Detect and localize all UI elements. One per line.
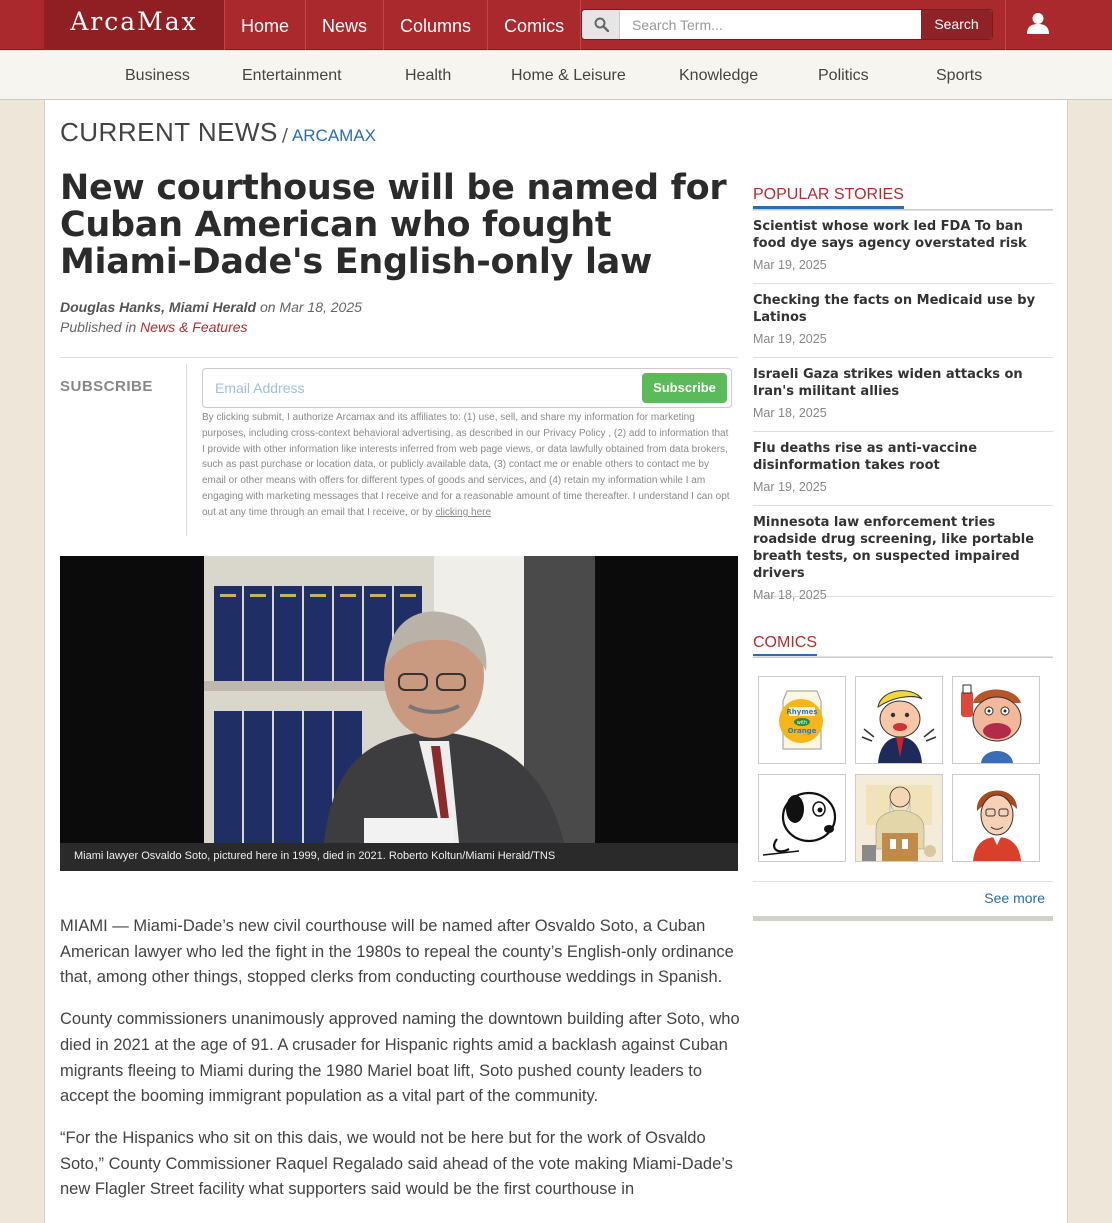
published-in [60,319,248,335]
privacy-policy-link[interactable]: Privacy Policy [543,427,606,439]
comic-thumbnail[interactable] [758,774,846,862]
comic-thumbnail[interactable] [855,774,943,862]
nav-comics[interactable]: Comics [487,0,581,50]
popular-story-item[interactable] [753,514,1053,602]
comics-title: COMICS [753,634,817,657]
see-more-comics-link[interactable]: See more [984,890,1045,906]
email-form [202,368,732,408]
divider [753,656,1053,657]
search-input[interactable] [620,10,922,39]
divider [186,364,187,536]
svg-text:with: with [796,720,808,726]
section-separator: / [281,125,288,146]
story-title[interactable]: Minnesota law enforcement tries roadside drug screening, like portable breath tests, on suspected impaired drivers [753,515,1035,581]
nav-news[interactable]: News [305,0,383,50]
popular-story-item[interactable] [753,218,1053,284]
caption-bar [60,843,738,871]
story-date: Mar 19, 2025 [753,258,827,272]
comic-image [953,775,1039,861]
comic-thumbnail[interactable] [855,676,943,764]
published-prefix: Published in [60,319,141,335]
subscribe-box [60,357,738,535]
story-title[interactable]: Checking the facts on Medicaid use by Latinos [753,293,1036,325]
search-box [581,9,993,40]
section-header [60,117,376,148]
photo-caption: Miami lawyer Osvaldo Soto, pictured here in 1999, died in 2021. Roberto Koltun/Miami Herald/TNS [74,850,556,862]
user-account-button[interactable] [1005,0,1069,50]
category-entertainment[interactable]: Entertainment [242,67,342,84]
photo-image [204,556,595,843]
divider [753,881,1053,882]
arcamax-logo[interactable]: ArcaMax [44,0,224,50]
comics-header [753,632,1053,658]
article-body [60,914,740,1219]
popular-story-item[interactable] [753,292,1053,358]
divider [753,916,1053,921]
popular-story-item[interactable] [753,440,1053,506]
article-date: Mar 18, 2025 [279,299,362,315]
category-health[interactable]: Health [405,67,452,84]
email-input[interactable] [203,369,633,407]
comic-image [856,677,942,763]
article-paragraph: MIAMI — Miami-Dade’s new civil courthouse will be named after Osvaldo Soto, a Cuban American lawyer who led the fight in the 1980s to repeal the county’s English-only ordinance that, among other things, stopped clerks from conducting courthouse weddings in Spanish. [60,917,734,987]
story-date: Mar 18, 2025 [753,588,827,602]
author-name: Douglas Hanks, Miami Herald [60,299,257,315]
story-date: Mar 19, 2025 [753,480,827,494]
byline [60,299,362,315]
comic-image [953,677,1039,763]
category-link[interactable]: News & Features [140,319,248,335]
divider [753,210,1053,211]
popular-stories-title: POPULAR STORIES [753,186,904,209]
story-title[interactable]: Israeli Gaza strikes widen attacks on Iran's militant allies [753,367,1023,399]
main-nav [224,0,581,50]
story-title[interactable]: Scientist whose work led FDA To ban food dye says agency overstated risk [753,219,1027,251]
comic-thumbnail[interactable] [952,676,1040,764]
comic-thumbnail[interactable] [758,676,846,764]
story-date: Mar 19, 2025 [753,332,827,346]
article-paragraph: “For the Hispanics who sit on this dais, we would not be here but for the work of Osvaldo Soto,” County Commissioner Raquel Regalado said ahead of the vote making Miami-Dade’s new Flagler Street facility what supporters said would be the first courthouse in [60,1128,733,1199]
article-paragraph: County commissioners unanimously approved naming the downtown building after Soto, who died in 2021 at the age of 91. A crusader for Hispanic rights amid a backlash against Cuban migrants fleeing to Miami during the 1980 Mariel boat lift, Soto pushed county leaders to accept the booming immigrant population as a vital part of the community. [60,1010,740,1106]
comic-image [759,677,845,763]
search-icon [582,10,620,39]
category-nav [0,51,1112,100]
user-icon [1026,12,1050,34]
popular-stories-header [753,184,1053,210]
nav-columns[interactable]: Columns [383,0,487,50]
section-title: CURRENT NEWS [60,117,278,147]
subscribe-label: SUBSCRIBE [60,378,153,395]
article-headline: New courthouse will be named for Cuban American who fought Miami-Dade's English-only law [60,168,727,282]
legal-text-1: By clicking submit, I authorize Arcamax and its affiliates to: (1) use, sell, and share my information for marketing purposes, including cross-context behavioral advertising, as described in our [202,412,695,439]
date-prefix: on [256,299,280,315]
story-title[interactable]: Flu deaths rise as anti-vaccine disinformation takes root [753,441,978,473]
category-knowledge[interactable]: Knowledge [679,67,759,84]
category-sports[interactable]: Sports [936,67,983,84]
legal-text-2: , (2) add to information that I provide with other information like interests inferred from web page views, or data lawfully obtained from data brokers, such as past purchase or location data, or publicly available data, (3) contact me or enable others to contact me by email or other means with offers for different types of goods and services, and (4) retain my information while I am engaging with marketing messages that I receive and for a reasonable amount of time thereafter. I understand I can opt out at any time through an email that I receive, or by [202,427,730,518]
popular-story-item[interactable] [753,366,1053,432]
comic-image [759,775,845,861]
category-business[interactable]: Business [125,67,190,84]
search-button[interactable]: Search [921,10,992,39]
subscribe-button[interactable]: Subscribe [642,373,727,403]
section-subtitle-link[interactable]: ARCAMAX [291,126,377,145]
category-home-leisure[interactable]: Home & Leisure [511,67,626,84]
article-photo [60,556,738,871]
legal-disclaimer [202,410,732,521]
category-politics[interactable]: Politics [818,67,869,84]
svg-text:Orange: Orange [787,727,817,735]
opt-out-link[interactable]: clicking here [435,506,492,518]
comic-image [856,775,942,861]
top-bar [0,0,1112,50]
content-panel [44,100,1068,1223]
comic-thumbnail[interactable] [952,774,1040,862]
story-date: Mar 18, 2025 [753,406,827,420]
nav-home[interactable]: Home [224,0,305,50]
svg-text:Rhymes: Rhymes [786,708,818,716]
